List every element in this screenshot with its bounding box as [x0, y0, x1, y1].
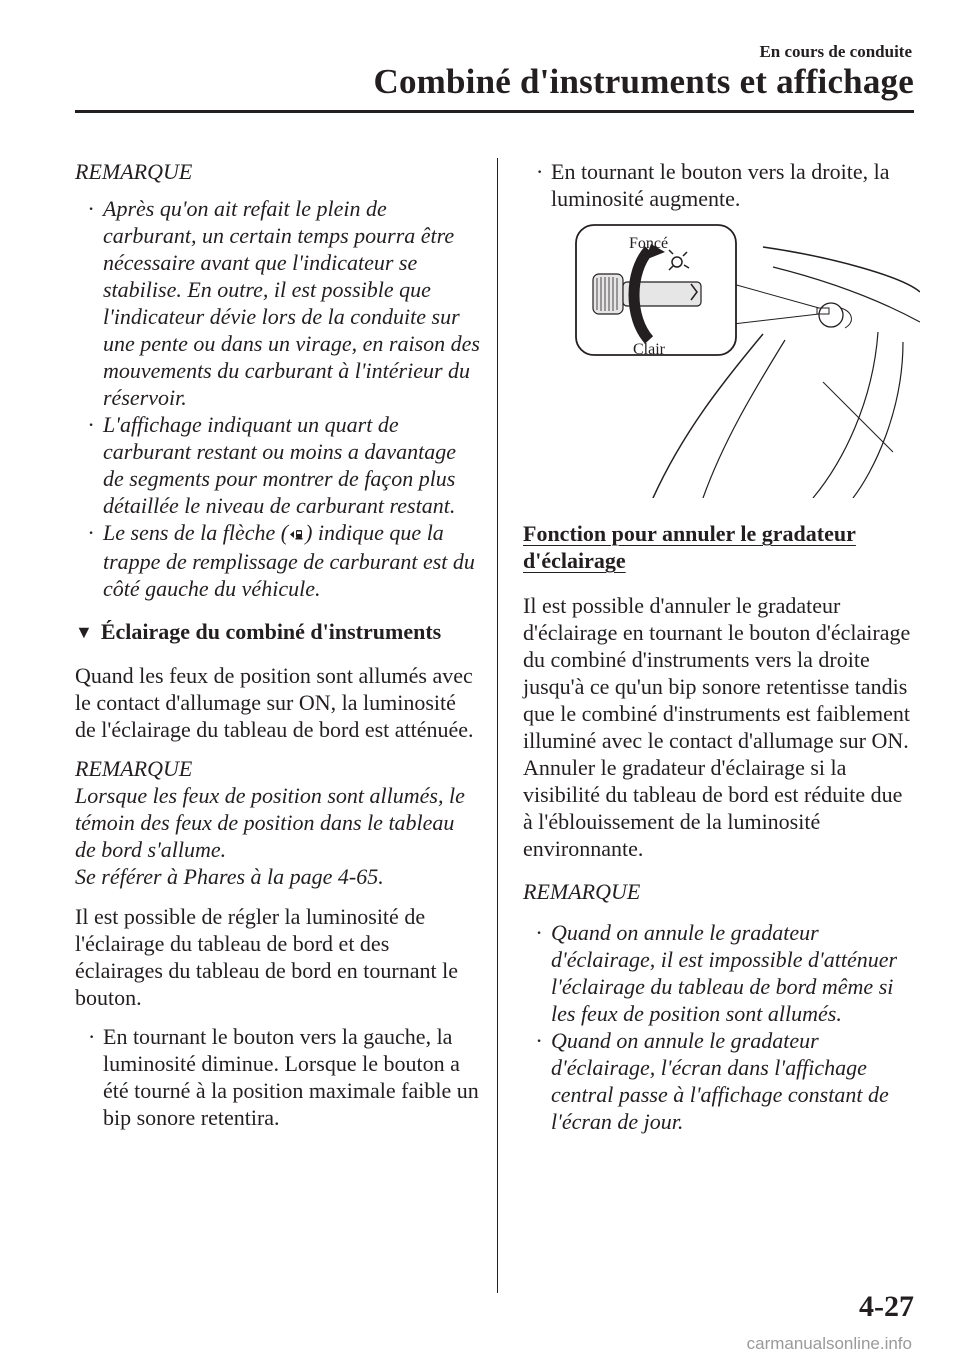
remarque-label: REMARQUE	[523, 879, 641, 904]
bullet-text-after: ) indique que la trappe de remplissage de carburant est du côté gauche du véhicule.	[103, 520, 475, 601]
section-heading-text: Éclairage du combiné d'instruments	[100, 619, 442, 644]
remarque-bullet: · L'affichage indiquant un quart de carburant restant ou moins a davantage de segments pour montrer de façon plus détaillée le niveau de carburant restant.	[75, 411, 480, 519]
dimmer-knob-figure	[573, 222, 920, 498]
column-divider	[497, 158, 498, 1293]
remarque-bullet: · Quand on annule le gradateur d'éclairage, il est impossible d'atténuer l'éclairage du tableau de bord même si les feux de position sont allumés.	[523, 919, 915, 1027]
header-section: En cours de conduite	[759, 42, 912, 61]
remarque-label: REMARQUE	[75, 756, 193, 781]
list-item: · En tournant le bouton vers la gauche, la luminosité diminue. Lorsque le bouton a été tourné à la position maximale faible un bip sonore retentira.	[75, 1023, 480, 1131]
fuel-door-arrow-icon	[289, 521, 304, 548]
bullet-text-before: Le sens de la flèche (	[103, 520, 289, 545]
label-light: Clair	[633, 341, 665, 358]
left-column	[75, 158, 480, 1131]
paragraph: Il est possible d'annuler le gradateur d'éclairage en tournant le bouton d'éclairage du combiné d'instruments vers la droite jusqu'à ce qu'un bip sonore retentisse tandis que le combiné d'instruments est faiblement illuminé avec le contact d'allumage sur ON. Annuler le gradateur d'éclairage si la visibilité du tableau de bord est réduite due à l'éblouissement de la luminosité environnante.	[523, 593, 911, 861]
footer-watermark: carmanualsonline.info	[746, 1334, 912, 1353]
remarque-bullet: · Quand on annule le gradateur d'éclairage, l'écran dans l'affichage central passe à l'affichage constant de l'écran de jour.	[523, 1027, 915, 1135]
triangle-down-icon: ▼	[75, 622, 93, 642]
remarque-text: Lorsque les feux de position sont allumés, le témoin des feux de position dans le tableau de bord s'allume.	[75, 783, 465, 862]
remarque-label: REMARQUE	[75, 159, 193, 184]
right-column	[523, 158, 915, 1135]
subheading-text: Fonction pour annuler le gradateur d'éclairage	[523, 521, 856, 573]
paragraph: Il est possible de régler la luminosité de l'éclairage du tableau de bord et des éclairages du tableau de bord en tournant le bouton.	[75, 904, 459, 1010]
remarque-text: Se référer à Phares à la page 4-65.	[75, 864, 384, 889]
label-dark: Foncé	[629, 235, 669, 252]
remarque-bullet: · Après qu'on ait refait le plein de carburant, un certain temps pourra être nécessaire avant que l'indicateur se stabilise. En outre, il est possible que l'indicateur dévie lors de la conduite sur une pente ou dans un virage, en raison des mouvements du carburant à l'intérieur du réservoir.	[75, 195, 480, 411]
paragraph: Quand les feux de position sont allumés avec le contact d'allumage sur ON, la luminosité de l'éclairage du tableau de bord est atténuée.	[75, 663, 474, 742]
dimmer-knob-illustration	[573, 222, 920, 498]
subheading	[523, 520, 915, 574]
section-heading	[75, 618, 480, 647]
remarque-bullet	[75, 519, 480, 602]
page-title: Combiné d'instruments et affichage	[373, 62, 914, 101]
list-item: · En tournant le bouton vers la droite, la luminosité augmente.	[523, 158, 915, 212]
page-number: 4-27	[859, 1290, 914, 1323]
header-rule	[75, 110, 914, 113]
